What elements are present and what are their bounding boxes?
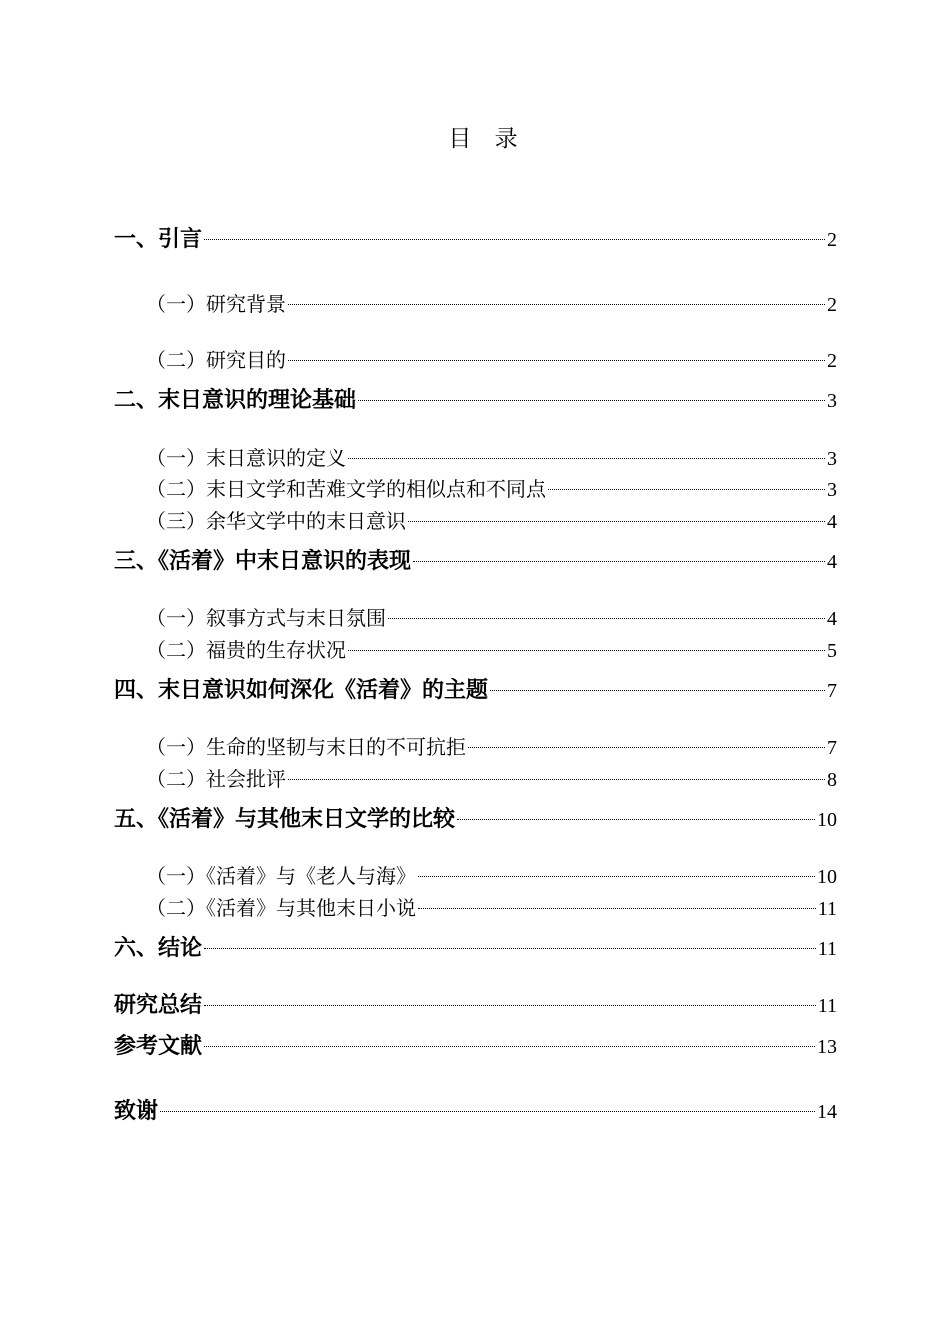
toc-entry-resilience[interactable]	[146, 732, 837, 762]
toc-page-number: 4	[827, 551, 837, 573]
toc-entry-label: （三）余华文学中的末日意识	[146, 509, 406, 533]
toc-entry-summary[interactable]	[114, 991, 837, 1021]
dot-leader	[358, 400, 825, 401]
toc-page-number: 4	[827, 608, 837, 630]
toc-page-number: 3	[827, 390, 837, 412]
toc-entry-narrative[interactable]	[146, 603, 837, 633]
toc-page-number: 2	[827, 294, 837, 316]
toc-entry-references[interactable]	[114, 1032, 837, 1062]
toc-title: 目 录	[448, 126, 526, 152]
dot-leader	[204, 948, 816, 949]
toc-entry-label: （二）社会批评	[146, 767, 286, 791]
toc-page-number: 3	[827, 448, 837, 470]
dot-leader	[204, 239, 825, 240]
dot-leader	[348, 650, 825, 651]
toc-entry-label: 三、《活着》中末日意识的表现	[114, 549, 412, 574]
dot-leader	[288, 360, 825, 361]
toc-entry-definition[interactable]	[146, 443, 837, 473]
toc-page-number: 8	[827, 769, 837, 791]
dot-leader	[204, 1005, 816, 1006]
dot-leader	[413, 561, 825, 562]
toc-entry-label: （一）研究背景	[146, 292, 286, 316]
toc-entry-research-purpose[interactable]	[146, 345, 837, 375]
dot-leader	[418, 876, 815, 877]
toc-page-number: 11	[817, 995, 837, 1017]
toc-page-number: 2	[827, 229, 837, 251]
toc-entry-label: 四、末日意识如何深化《活着》的主题	[114, 678, 489, 703]
toc-entry-label: 一、引言	[114, 227, 203, 252]
dot-leader	[160, 1111, 815, 1112]
toc-entry-label: （一）生命的坚韧与末日的不可抗拒	[146, 735, 466, 759]
toc-entry-label: （二）福贵的生存状况	[146, 638, 346, 662]
toc-entry-label: 五、《活着》与其他末日文学的比较	[114, 807, 456, 832]
toc-page-number: 7	[827, 737, 837, 759]
dot-leader	[468, 747, 825, 748]
toc-entry-deepening-theme[interactable]	[114, 676, 837, 706]
toc-entry-label: （一）末日意识的定义	[146, 446, 346, 470]
toc-page-number: 14	[817, 1101, 837, 1123]
toc-page-number: 2	[827, 350, 837, 372]
toc-page-number: 11	[817, 938, 837, 960]
toc-page-number: 11	[817, 898, 837, 920]
toc-entry-label: 二、末日意识的理论基础	[114, 388, 357, 413]
toc-entry-acknowledgements[interactable]	[114, 1097, 837, 1127]
toc-entry-comparison[interactable]	[114, 805, 837, 835]
dot-leader	[288, 779, 825, 780]
dot-leader	[388, 618, 825, 619]
toc-entry-social-criticism[interactable]	[146, 764, 837, 794]
toc-entry-other-novels[interactable]	[146, 893, 837, 923]
dot-leader	[457, 819, 815, 820]
toc-entry-label: （二）《活着》与其他末日小说	[146, 896, 416, 920]
toc-page-number: 4	[827, 511, 837, 533]
toc-entry-fugui[interactable]	[146, 635, 837, 665]
toc-entry-label: 参考文献	[114, 1034, 203, 1059]
toc-entry-label: 六、结论	[114, 936, 203, 961]
toc-entry-label: （一）《活着》与《老人与海》	[146, 864, 416, 888]
toc-entry-manifestation[interactable]	[114, 547, 837, 577]
toc-page-number: 5	[827, 640, 837, 662]
toc-entry-conclusion[interactable]	[114, 934, 837, 964]
toc-page-number: 3	[827, 479, 837, 501]
toc-entry-research-background[interactable]	[146, 289, 837, 319]
toc-entry-label: 致谢	[114, 1099, 159, 1124]
toc-entry-label: 研究总结	[114, 993, 203, 1018]
dot-leader	[490, 690, 825, 691]
dot-leader	[548, 489, 825, 490]
toc-entry-label: （一）叙事方式与末日氛围	[146, 606, 386, 630]
toc-entry-label: （二）末日文学和苦难文学的相似点和不同点	[146, 477, 546, 501]
toc-entry-label: （二）研究目的	[146, 348, 286, 372]
dot-leader	[348, 458, 825, 459]
toc-entry-old-man-sea[interactable]	[146, 861, 837, 891]
toc-entry-theory[interactable]	[114, 386, 837, 416]
toc-page-number: 10	[817, 809, 837, 831]
toc-entry-yuhua[interactable]	[146, 506, 837, 536]
dot-leader	[288, 304, 825, 305]
toc-page-number: 7	[827, 680, 837, 702]
toc-page-number: 10	[817, 866, 837, 888]
dot-leader	[204, 1046, 815, 1047]
toc-entry-introduction[interactable]	[114, 225, 837, 255]
toc-page-number: 13	[817, 1036, 837, 1058]
toc-entry-comparison-suffering[interactable]	[146, 474, 837, 504]
dot-leader	[418, 908, 816, 909]
dot-leader	[408, 521, 825, 522]
